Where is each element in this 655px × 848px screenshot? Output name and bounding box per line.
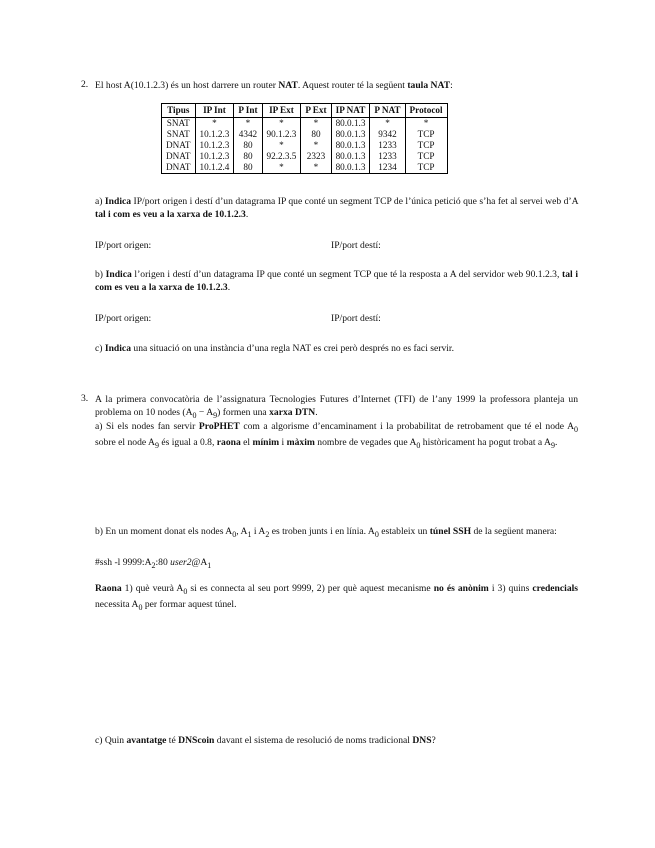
nat-col-p-int: P Int (234, 104, 262, 118)
table-cell: * (262, 118, 301, 130)
table-cell: TCP (405, 129, 447, 140)
table-row (162, 162, 448, 174)
table-cell: 10.1.2.4 (195, 162, 234, 174)
table-cell: * (370, 118, 405, 130)
question-2-number: 2. (81, 79, 89, 90)
question-3b: b) En un moment donat els nodes $A_0$, $A_1$ i $A_2$ es troben junts i en línia. $A_0$ estableix un túnel SSH de la següent manera: (95, 526, 557, 539)
table-cell: SNAT (162, 129, 196, 140)
table-cell: * (301, 140, 331, 151)
question-2a: a) Indica IP/port origen i destí d’un datagrama IP que conté un segment TCP de l’única petició que s’ha fet al servei web d’A tal i com es veu a la xarxa de 10.1.2.3. (95, 196, 578, 220)
nat-col-ip-ext: IP Ext (262, 104, 301, 118)
table-cell: DNAT (162, 162, 196, 174)
table-cell: 10.1.2.3 (195, 129, 234, 140)
table-cell: SNAT (162, 118, 196, 130)
nat-col-p-ext: P Ext (301, 104, 331, 118)
table-cell: 9342 (370, 129, 405, 140)
q2a-origin-label: IP/port origen: (95, 240, 152, 251)
table-cell: 80 (234, 162, 262, 174)
table-cell: * (405, 118, 447, 130)
table-row (162, 151, 448, 162)
question-3-number: 3. (81, 393, 89, 404)
question-3b-reasoning: Raona 1) què veurà $A_0$ si es connecta al seu port 9999, 2) per què aquest mecanisme no és anònim i 3) quins credencials necessita $A_0$ per formar aquest túnel. (95, 583, 579, 612)
table-row (162, 140, 448, 151)
table-cell: 80 (301, 129, 331, 140)
table-cell: 1233 (370, 140, 405, 151)
nat-col-p-nat: P NAT (370, 104, 405, 118)
table-row (162, 118, 448, 130)
table-cell: * (195, 118, 234, 130)
table-cell: * (301, 118, 331, 130)
table-cell: * (301, 162, 331, 174)
table-cell: 90.1.2.3 (262, 129, 301, 140)
table-cell: 10.1.2.3 (195, 140, 234, 151)
table-cell: 80.0.1.3 (331, 151, 370, 162)
nat-table (161, 103, 448, 174)
table-cell: 80.0.1.3 (331, 118, 370, 130)
table-cell: 2323 (301, 151, 331, 162)
ssh-command: #ssh -l $9999:A_2:80$ $user2@A_1$ (95, 557, 212, 570)
question-3a: a) Si els nodes fan servir ProPHET com a algorisme d’encaminament i la probabilitat de retrobament que té el node $A_0$ sobre el node $A_9$ és igual a 0.8, raona el mínim i màxim nombre de vegades que $A_0$ històricament ha pogut trobat a $A_9$. (95, 421, 578, 450)
table-cell: TCP (405, 151, 447, 162)
nat-table-header (162, 104, 448, 118)
table-cell: 1233 (370, 151, 405, 162)
table-cell: 80.0.1.3 (331, 140, 370, 151)
table-cell: 80 (234, 151, 262, 162)
table-cell: 92.2.3.5 (262, 151, 301, 162)
table-cell: * (262, 162, 301, 174)
table-cell: 80.0.1.3 (331, 129, 370, 140)
nat-col-protocol: Protocol (405, 104, 447, 118)
question-3-intro: A la primera convocatòria de l’assignatura Tecnologies Futures d’Internet (TFI) de l’any 1999 la professora planteja un problema on 10 nodes $(A_0 - A_9)$ formen una xarxa DTN. (95, 394, 578, 420)
nat-col-tipus: Tipus (162, 104, 196, 118)
table-cell: * (234, 118, 262, 130)
table-cell: 1234 (370, 162, 405, 174)
nat-col-ip-int: IP Int (195, 104, 234, 118)
q2b-origin-label: IP/port origen: (95, 313, 152, 324)
table-cell: 80 (234, 140, 262, 151)
table-cell: 10.1.2.3 (195, 151, 234, 162)
nat-col-ip-nat: IP NAT (331, 104, 370, 118)
table-cell: DNAT (162, 151, 196, 162)
table-cell: 80.0.1.3 (331, 162, 370, 174)
question-2-intro: El host A(10.1.2.3) és un host darrere un router NAT. Aquest router té la següent taula NAT: (95, 80, 453, 91)
question-2c: c) Indica una situació on una instància d’una regla NAT es crei però després no es faci servir. (95, 343, 454, 354)
question-2b: b) Indica l’origen i destí d’un datagrama IP que conté un segment TCP que té la resposta a A del servidor web 90.1.2.3, tal i com es veu a la xarxa de 10.1.2.3. (95, 269, 578, 293)
table-cell: DNAT (162, 140, 196, 151)
table-cell: TCP (405, 162, 447, 174)
table-cell: * (262, 140, 301, 151)
table-row (162, 129, 448, 140)
question-3c: c) Quin avantatge té DNScoin davant el sistema de resolució de noms tradicional DNS? (95, 735, 436, 746)
table-cell: 4342 (234, 129, 262, 140)
table-cell: TCP (405, 140, 447, 151)
q2a-dest-label: IP/port destí: (331, 240, 381, 251)
q2b-dest-label: IP/port destí: (331, 313, 381, 324)
